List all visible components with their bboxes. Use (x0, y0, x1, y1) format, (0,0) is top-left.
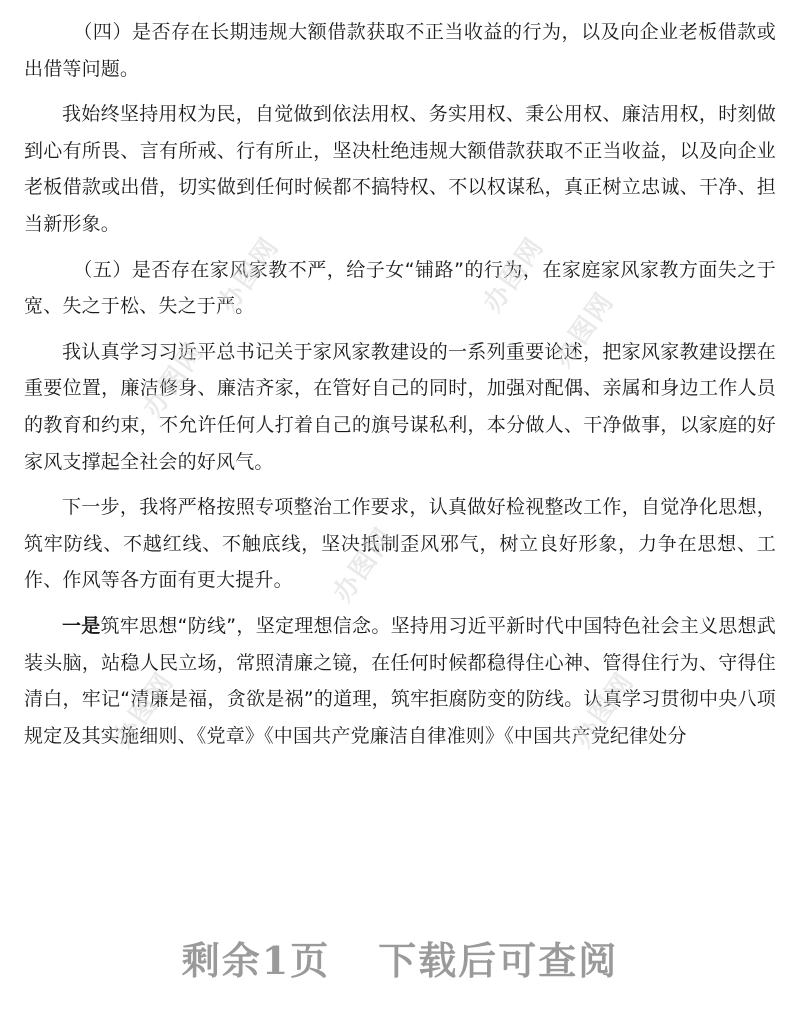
section-heading-four: （四）是否存在长期违规大额借款获取不正当收益的行为，以及向企业老板借款或出借等问题。 (24, 21, 776, 80)
watermark: 办图网 (567, 666, 641, 753)
body-paragraph: 下一步，我将严格按照专项整治工作要求，认真做好检视整改工作，自觉净化思想，筑牢防线、不越红线、不触底线，坚决抵制歪风邪气，树立良好形象，力争在思想、工作、作风等各方面有更大提升。 (24, 496, 776, 592)
watermark: 办图网 (547, 286, 621, 373)
watermark: 办图网 (137, 336, 211, 423)
watermark: 办图网 (477, 231, 551, 318)
body-paragraph-first-measure (24, 608, 776, 754)
section-heading-five: （五）是否存在家风家教不严，给子女“铺路”的行为，在家庭家风家教方面失之于宽、失之于松、失之于严。 (24, 258, 776, 318)
measure-lead: 一是 (62, 614, 101, 637)
download-hint-label[interactable]: 下载后可查阅 (378, 938, 619, 983)
body-paragraph: 我始终坚持用权为民，自觉做到依法用权、务实用权、秉公用权、廉洁用权，时刻做到心有所畏、言有所戒、行有所止，坚决杜绝违规大额借款获取不正当收益，以及向企业老板借款或出借，切实做到任何时候都不搞特权、不以权谋私，真正树立忠诚、干净、担当新形象。 (24, 103, 776, 235)
document-body (24, 14, 776, 763)
watermark: 办图网 (107, 666, 181, 753)
measure-text: 筑牢思想“防线”，坚定理想信念。坚持用习近平新时代中国特色社会主义思想武装头脑，站稳人民立场，常照清廉之镜，在任何时候都稳得住心神、管得住行为、守得住清白，牢记“清廉是福，贪欲是祸”的道理，筑牢拒腐防变的防线。认真学习贯彻中央八项规定及其实施细则、《党章》《中国共产党廉洁自律准则》《中国共产党纪律处分 (24, 614, 776, 747)
body-paragraph: 我认真学习习近平总书记关于家风家教建设的一系列重要论述，把家风家教建设摆在重要位置，廉洁修身、廉洁齐家，在管好自己的同时，加强对配偶、亲属和身边工作人员的教育和约束，不允许任何人打着自己的旗号谋私利，本分做人、干净做事，以家庭的好家风支撑起全社会的好风气。 (24, 340, 776, 473)
remaining-pages-label: 剩余1页 (181, 938, 331, 983)
watermark: 办图网 (212, 231, 286, 318)
download-notice (0, 930, 800, 985)
watermark: 办图网 (327, 521, 401, 608)
